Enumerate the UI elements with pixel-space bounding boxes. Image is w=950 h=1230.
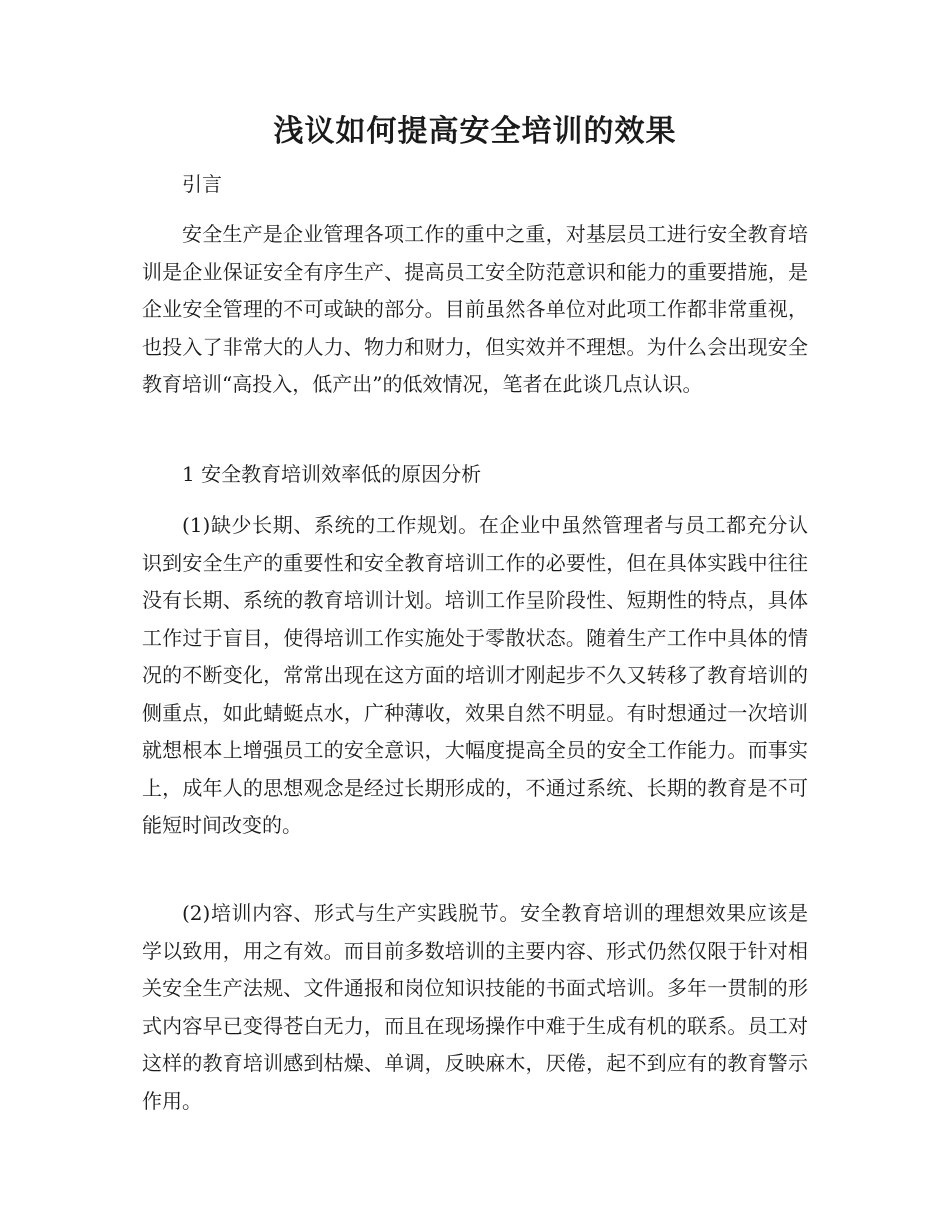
intro-label: 引言 [182,172,222,196]
section-1-heading: 1 安全教育培训效率低的原因分析 [182,462,482,486]
intro-paragraph: 安全生产是企业管理各项工作的重中之重，对基层员工进行安全教育培训是企业保证安全有序生产、提高员工安全防范意识和能力的重要措施，是企业安全管理的不可或缺的部分。目前虽然各单位对此项工作都非常重视，也投入了非常大的人力、物力和财力，但实效并不理想。为什么会出现安全教育培训“高投入，低产出”的低效情况，笔者在此谈几点认识。 [142,222,808,396]
document-title: 浅议如何提高安全培训的效果 [273,114,677,149]
point-2-paragraph: (2)培训内容、形式与生产实践脱节。安全教育培训的理想效果应该是学以致用，用之有效。而目前多数培训的主要内容、形式仍然仅限于针对相关安全生产法规、文件通报和岗位知识技能的书面式培训。多年一贯制的形式内容早已变得苍白无力，而且在现场操作中难于生成有机的联系。员工对这样的教育培训感到枯燥、单调，反映麻木，厌倦，起不到应有的教育警示作用。 [142,901,808,1113]
point-1-paragraph: (1)缺少长期、系统的工作规划。在企业中虽然管理者与员工都充分认识到安全生产的重要性和安全教育培训工作的必要性，但在具体实践中往往没有长期、系统的教育培训计划。培训工作呈阶段性、短期性的特点，具体工作过于盲目，使得培训工作实施处于零散状态。随着生产工作中具体的情况的不断变化，常常出现在这方面的培训才刚起步不久又转移了教育培训的侧重点，如此蜻蜓点水，广种薄收，效果自然不明显。有时想通过一次培训就想根本上增强员工的安全意识，大幅度提高全员的安全工作能力。而事实上，成年人的思想观念是经过长期形成的，不通过系统、长期的教育是不可能短时间改变的。 [142,513,808,837]
